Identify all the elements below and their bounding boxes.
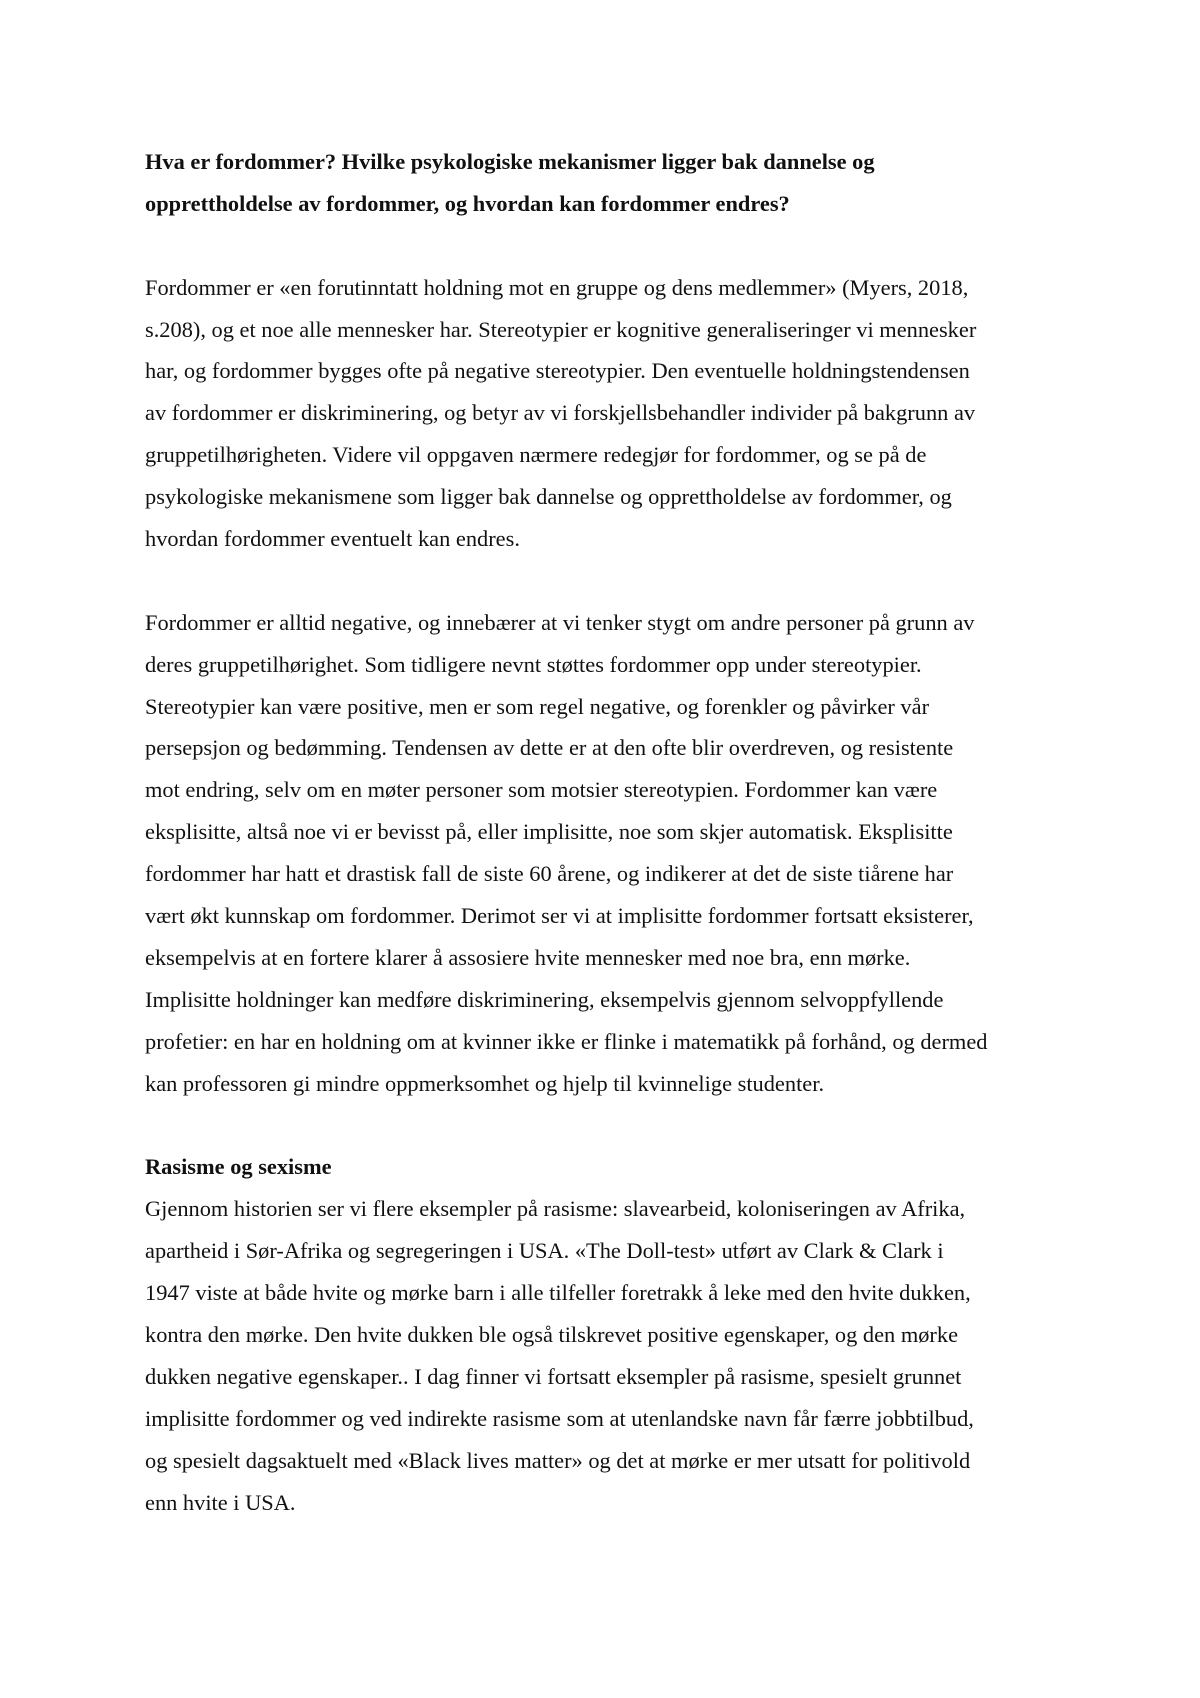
text-line: kontra den mørke. Den hvite dukken ble også tilskrevet positive egenskaper, og den mørke [145, 1321, 959, 1347]
document-body [145, 141, 1085, 1523]
text-line: 1947 viste at både hvite og mørke barn i alle tilfeller foretrakk å leke med den hvite dukken, [145, 1280, 971, 1306]
text-line: Stereotypier kan være positive, men er som regel negative, og forenkler og påvirker vår [145, 693, 930, 719]
text-line: hvordan fordommer eventuelt kan endres. [145, 526, 520, 552]
text-line: dukken negative egenskaper.. I dag finner vi fortsatt eksempler på rasisme, spesielt grunnet [145, 1363, 962, 1389]
text-line: mot endring, selv om en møter personer som motsier stereotypien. Fordommer kan være [145, 777, 938, 803]
text-line: Implisitte holdninger kan medføre diskriminering, eksempelvis gjennom selvoppfyllende [145, 986, 944, 1012]
paragraph-racism [145, 1188, 1085, 1523]
text-line: gruppetilhørigheten. Videre vil oppgaven nærmere redegjør for fordommer, og se på de [145, 442, 927, 468]
text-line: og spesielt dagsaktuelt med «Black lives matter» og det at mørke er mer utsatt for politivold [145, 1447, 971, 1473]
text-line: Fordommer er «en forutinntatt holdning mot en gruppe og dens medlemmer» (Myers, 2018, [145, 274, 969, 300]
document-title [145, 141, 1085, 225]
text-line: vært økt kunnskap om fordommer. Derimot ser vi at implisitte fordommer fortsatt eksisterer, [145, 903, 974, 929]
text-line: Gjennom historien ser vi flere eksempler på rasisme: slavearbeid, koloniseringen av Afrika, [145, 1196, 966, 1222]
text-line: profetier: en har en holdning om at kvinner ikke er flinke i matematikk på forhånd, og dermed [145, 1028, 988, 1054]
paragraph-spacer [145, 1104, 1085, 1146]
text-line: persepsjon og bedømming. Tendensen av dette er at den ofte blir overdreven, og resistente [145, 735, 954, 761]
text-line: av fordommer er diskriminering, og betyr av vi forskjellsbehandler individer på bakgrunn av [145, 400, 976, 426]
title-line: opprettholdelse av fordommer, og hvordan kan fordommer endres? [145, 190, 790, 216]
paragraph-spacer [145, 225, 1085, 267]
text-line: apartheid i Sør-Afrika og segregeringen i USA. «The Doll-test» utført av Clark & Clark i [145, 1238, 944, 1264]
paragraph-stereotypes [145, 602, 1085, 1105]
text-line: eksplisitte, altså noe vi er bevisst på, eller implisitte, noe som skjer automatisk. Eksplisitte [145, 819, 953, 845]
text-line: har, og fordommer bygges ofte på negative stereotypier. Den eventuelle holdningstendensen [145, 358, 970, 384]
text-line: implisitte fordommer og ved indirekte rasisme som at utenlandske navn får færre jobbtilbud, [145, 1405, 974, 1431]
text-line: enn hvite i USA. [145, 1489, 296, 1515]
text-line: deres gruppetilhørighet. Som tidligere nevnt støttes fordommer opp under stereotypier. [145, 651, 922, 677]
text-line: kan professoren gi mindre oppmerksomhet og hjelp til kvinnelige studenter. [145, 1070, 825, 1096]
paragraph-spacer [145, 560, 1085, 602]
text-line: psykologiske mekanismene som ligger bak dannelse og opprettholdelse av fordommer, og [145, 484, 952, 510]
text-line: eksempelvis at en fortere klarer å assosiere hvite mennesker med noe bra, enn mørke. [145, 944, 911, 970]
text-line: Fordommer er alltid negative, og innebærer at vi tenker stygt om andre personer på grunn av [145, 609, 975, 635]
text-line: s.208), og et noe alle mennesker har. Stereotypier er kognitive generaliseringer vi mennesker [145, 316, 977, 342]
title-line: Hva er fordommer? Hvilke psykologiske mekanismer ligger bak dannelse og [145, 149, 875, 174]
section-heading: Rasisme og sexisme [145, 1154, 332, 1180]
text-line: fordommer har hatt et drastisk fall de siste 60 årene, og indikerer at det de siste tiårene har [145, 861, 954, 887]
paragraph-intro [145, 267, 1085, 560]
